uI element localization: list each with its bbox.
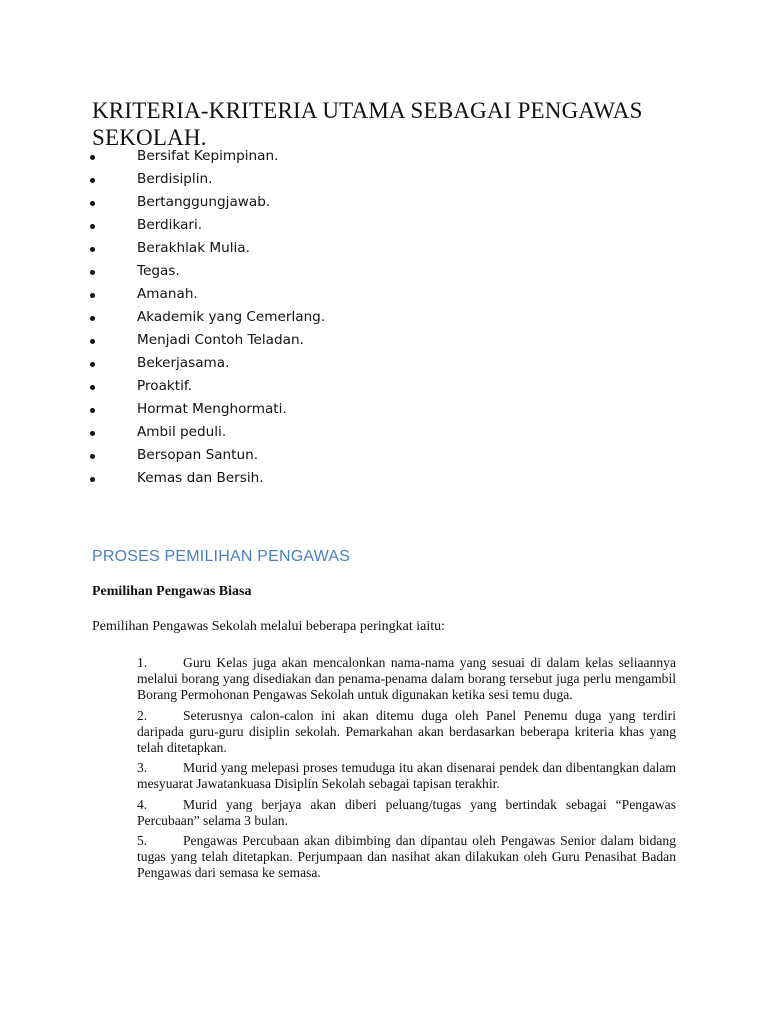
bullet-icon bbox=[90, 431, 95, 436]
step-item bbox=[137, 760, 676, 792]
criteria-item bbox=[92, 306, 325, 329]
page-title bbox=[92, 97, 692, 151]
criteria-text: Bekerjasama. bbox=[137, 355, 230, 371]
sub-heading: Pemilihan Pengawas Biasa bbox=[92, 584, 252, 599]
criteria-text: Ambil peduli. bbox=[137, 424, 227, 440]
bullet-icon bbox=[90, 477, 95, 482]
criteria-item bbox=[92, 467, 325, 490]
criteria-text: Berakhlak Mulia. bbox=[137, 240, 250, 256]
step-item bbox=[137, 833, 676, 882]
bullet-icon bbox=[90, 362, 95, 367]
criteria-text: Proaktif. bbox=[137, 378, 192, 394]
criteria-text: Tegas. bbox=[137, 263, 180, 279]
criteria-text: Kemas dan Bersih. bbox=[137, 470, 264, 486]
step-text: Seterusnya calon-calon ini akan ditemu duga oleh Panel Penemu duga yang terdiri daripada guru-guru disiplin sekolah. Pemarkahan akan berdasarkan beberapa kriteria khas yang telah ditetapkan. bbox=[137, 707, 676, 756]
step-item bbox=[137, 708, 676, 757]
criteria-item bbox=[92, 283, 325, 306]
criteria-text: Bertanggungjawab. bbox=[137, 194, 271, 210]
criteria-text: Hormat Menghormati. bbox=[137, 401, 287, 417]
bullet-icon bbox=[90, 201, 95, 206]
bullet-icon bbox=[90, 293, 95, 298]
criteria-item bbox=[92, 191, 325, 214]
criteria-item bbox=[92, 168, 325, 191]
steps-list bbox=[137, 655, 676, 886]
criteria-item bbox=[92, 375, 325, 398]
criteria-text: Bersopan Santun. bbox=[137, 447, 259, 463]
step-number: 5. bbox=[137, 833, 148, 849]
bullet-icon bbox=[90, 178, 95, 183]
step-number: 2. bbox=[137, 707, 148, 723]
step-number: 4. bbox=[137, 796, 148, 812]
bullet-icon bbox=[90, 270, 95, 275]
criteria-item bbox=[92, 260, 325, 283]
step-item bbox=[137, 655, 676, 704]
criteria-item bbox=[92, 421, 325, 444]
criteria-item bbox=[92, 237, 325, 260]
bullet-icon bbox=[90, 155, 95, 160]
criteria-item bbox=[92, 398, 325, 421]
title-line-2: SEKOLAH. bbox=[92, 125, 207, 150]
step-text: Murid yang melepasi proses temuduga itu akan disenarai pendek dan dibentangkan dalam mesyuarat Jawatankuasa Disiplin Sekolah sebagai tapisan terakhir. bbox=[137, 760, 676, 792]
criteria-item bbox=[92, 214, 325, 237]
criteria-list bbox=[92, 145, 325, 490]
step-number: 1. bbox=[137, 655, 148, 670]
bullet-icon bbox=[90, 316, 95, 321]
bullet-icon bbox=[90, 454, 95, 459]
section-heading: PROSES PEMILIHAN PENGAWAS bbox=[92, 548, 351, 565]
criteria-text: Menjadi Contoh Teladan. bbox=[137, 332, 304, 348]
criteria-text: Berdikari. bbox=[137, 217, 203, 233]
step-text: Pengawas Percubaan akan dibimbing dan dipantau oleh Pengawas Senior dalam bidang tugas yang telah ditetapkan. Perjumpaan dan nasihat akan dilakukan oleh Guru Penasihat Badan Pengawas dari semasa ke semasa. bbox=[137, 833, 676, 881]
step-number: 3. bbox=[137, 760, 148, 776]
intro-paragraph: Pemilihan Pengawas Sekolah melalui beberapa peringkat iaitu: bbox=[92, 619, 446, 634]
bullet-icon bbox=[90, 247, 95, 252]
bullet-icon bbox=[90, 339, 95, 344]
bullet-icon bbox=[90, 385, 95, 390]
step-text: Guru Kelas juga akan mencalonkan nama-nama yang sesuai di dalam kelas seliaannya melalui borang yang disediakan dan penama-penama dalam borang tersebut juga perlu mengambil Borang Permohonan Pengawas Sekolah untuk digunakan ketika sesi temu duga. bbox=[137, 655, 676, 703]
criteria-item bbox=[92, 352, 325, 375]
step-item bbox=[137, 797, 676, 829]
step-text: Murid yang berjaya akan diberi peluang/tugas yang bertindak sebagai “Pengawas Percubaan” selama 3 bulan. bbox=[137, 796, 676, 828]
criteria-item bbox=[92, 329, 325, 352]
bullet-icon bbox=[90, 408, 95, 413]
title-line-1: KRITERIA-KRITERIA UTAMA SEBAGAI PENGAWAS bbox=[92, 98, 643, 123]
criteria-item bbox=[92, 444, 325, 467]
criteria-text: Akademik yang Cemerlang. bbox=[137, 309, 326, 325]
criteria-item bbox=[92, 145, 325, 168]
criteria-text: Amanah. bbox=[137, 286, 198, 302]
bullet-icon bbox=[90, 224, 95, 229]
criteria-text: Bersifat Kepimpinan. bbox=[137, 148, 279, 164]
criteria-text: Berdisiplin. bbox=[137, 171, 213, 187]
